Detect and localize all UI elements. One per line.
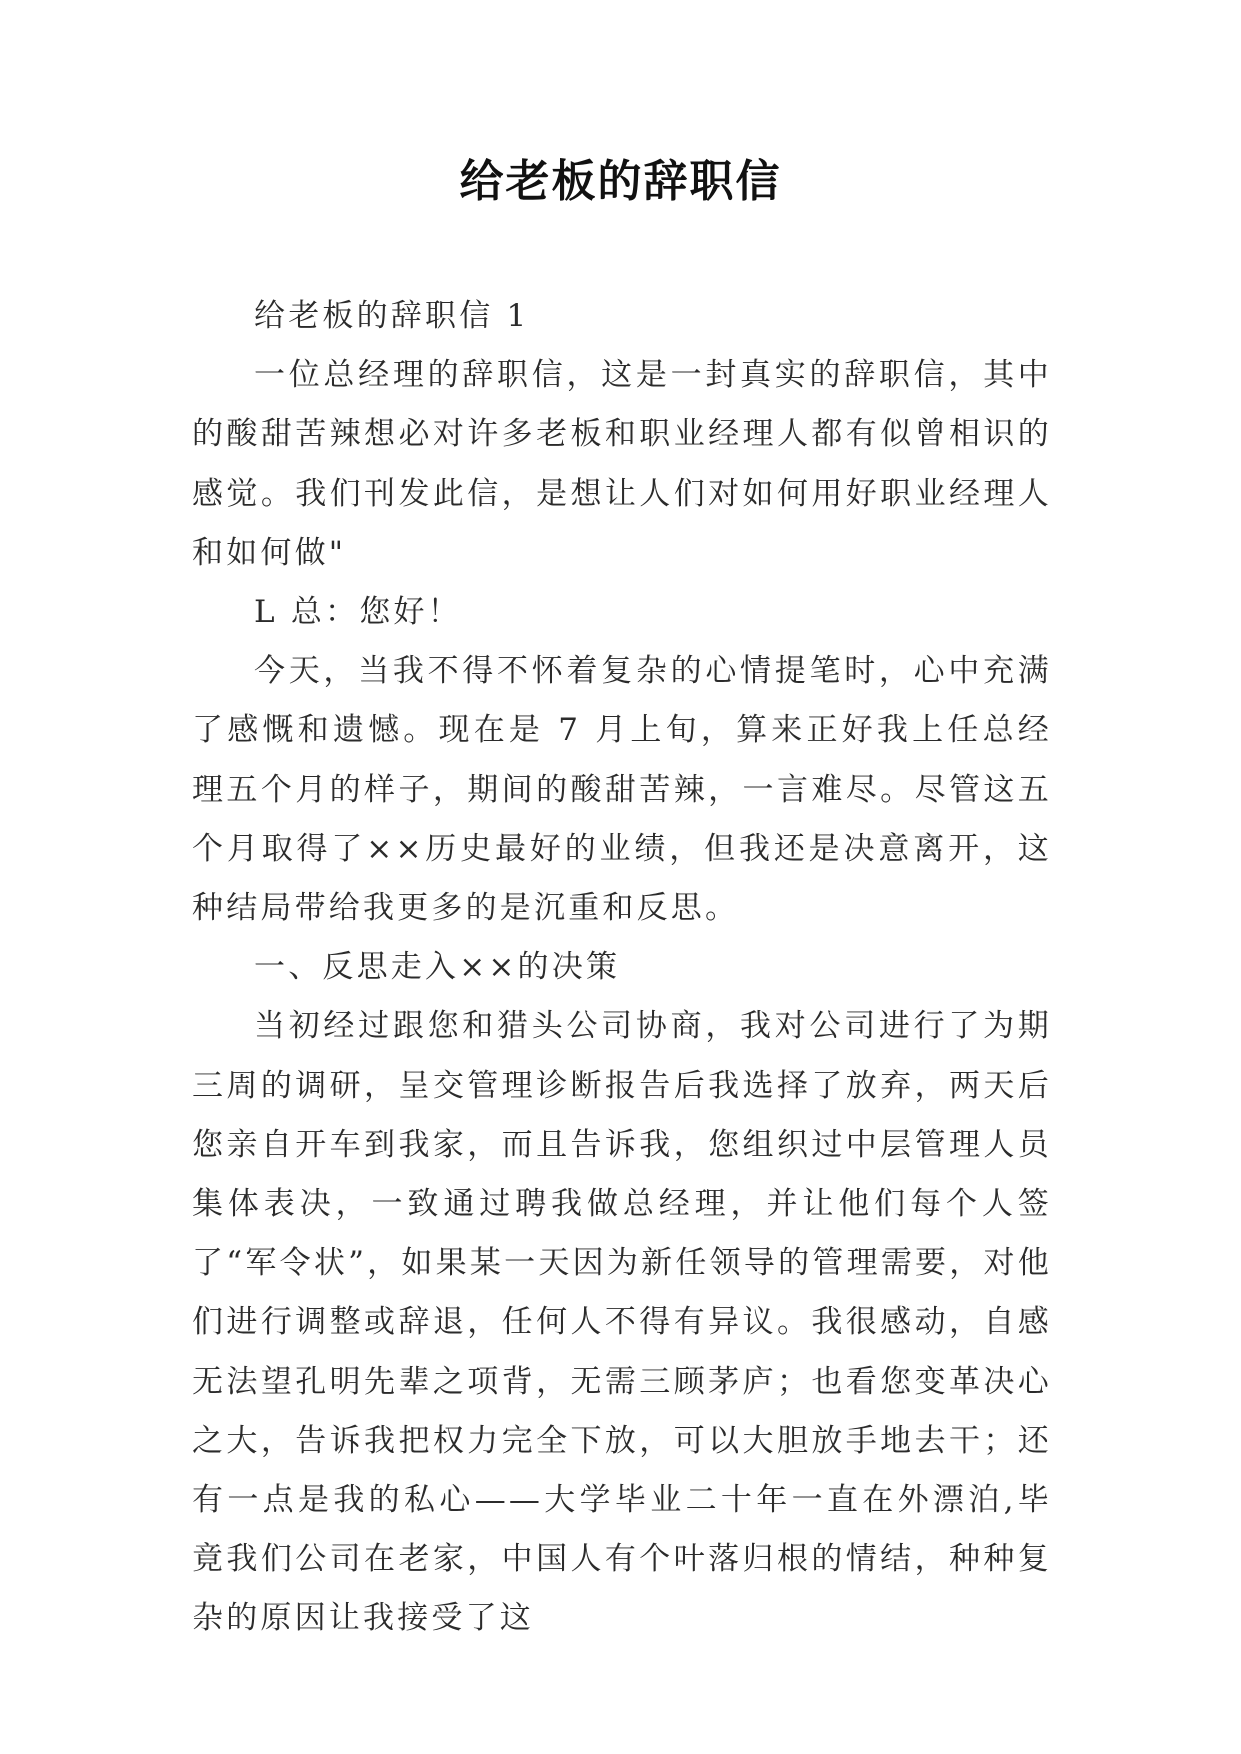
paragraph-heading-1: 给老板的辞职信 1 — [254, 298, 530, 334]
paragraph-opening: 今天，当我不得不怀着复杂的心情提笔时，心中充满了感慨和遗憾。现在是 7 月上旬，算来正好我上任总经理五个月的样子，期间的酸甜苦辣，一言难尽。尽管这五个月取得了××历史最好的业绩，但我还是决意离开，这种结局带给我更多的是沉重和反思。 — [192, 653, 1052, 927]
document-title: 给老板的辞职信 — [459, 156, 782, 207]
paragraph-section-heading: 一、反思走入××的决策 — [254, 949, 621, 986]
document-body — [192, 287, 1052, 1649]
paragraph-salutation: L 总：您好！ — [254, 594, 462, 631]
paragraph-body: 当初经过跟您和猎头公司协商，我对公司进行了为期三周的调研，呈交管理诊断报告后我选择了放弃，两天后您亲自开车到我家，而且告诉我，您组织过中层管理人员集体表决，一致通过聘我做总经理，并让他们每个人签了“军令状”，如果某一天因为新任领导的管理需要，对他们进行调整或辞退，任何人不得有异议。我很感动，自感无法望孔明先辈之项背，无需三顾茅庐；也看您变革决心之大，告诉我把权力完全下放，可以大胆放手地去干；还有一点是我的私心——大学毕业二十年一直在外漂泊,毕竟我们公司在老家，中国人有个叶落归根的情结，种种复杂的原因让我接受了这 — [192, 1008, 1052, 1637]
paragraph-intro: 一位总经理的辞职信，这是一封真实的辞职信，其中的酸甜苦辣想必对许多老板和职业经理人都有似曾相识的感觉。我们刊发此信，是想让人们对如何用好职业经理人和如何做" — [192, 357, 1052, 571]
